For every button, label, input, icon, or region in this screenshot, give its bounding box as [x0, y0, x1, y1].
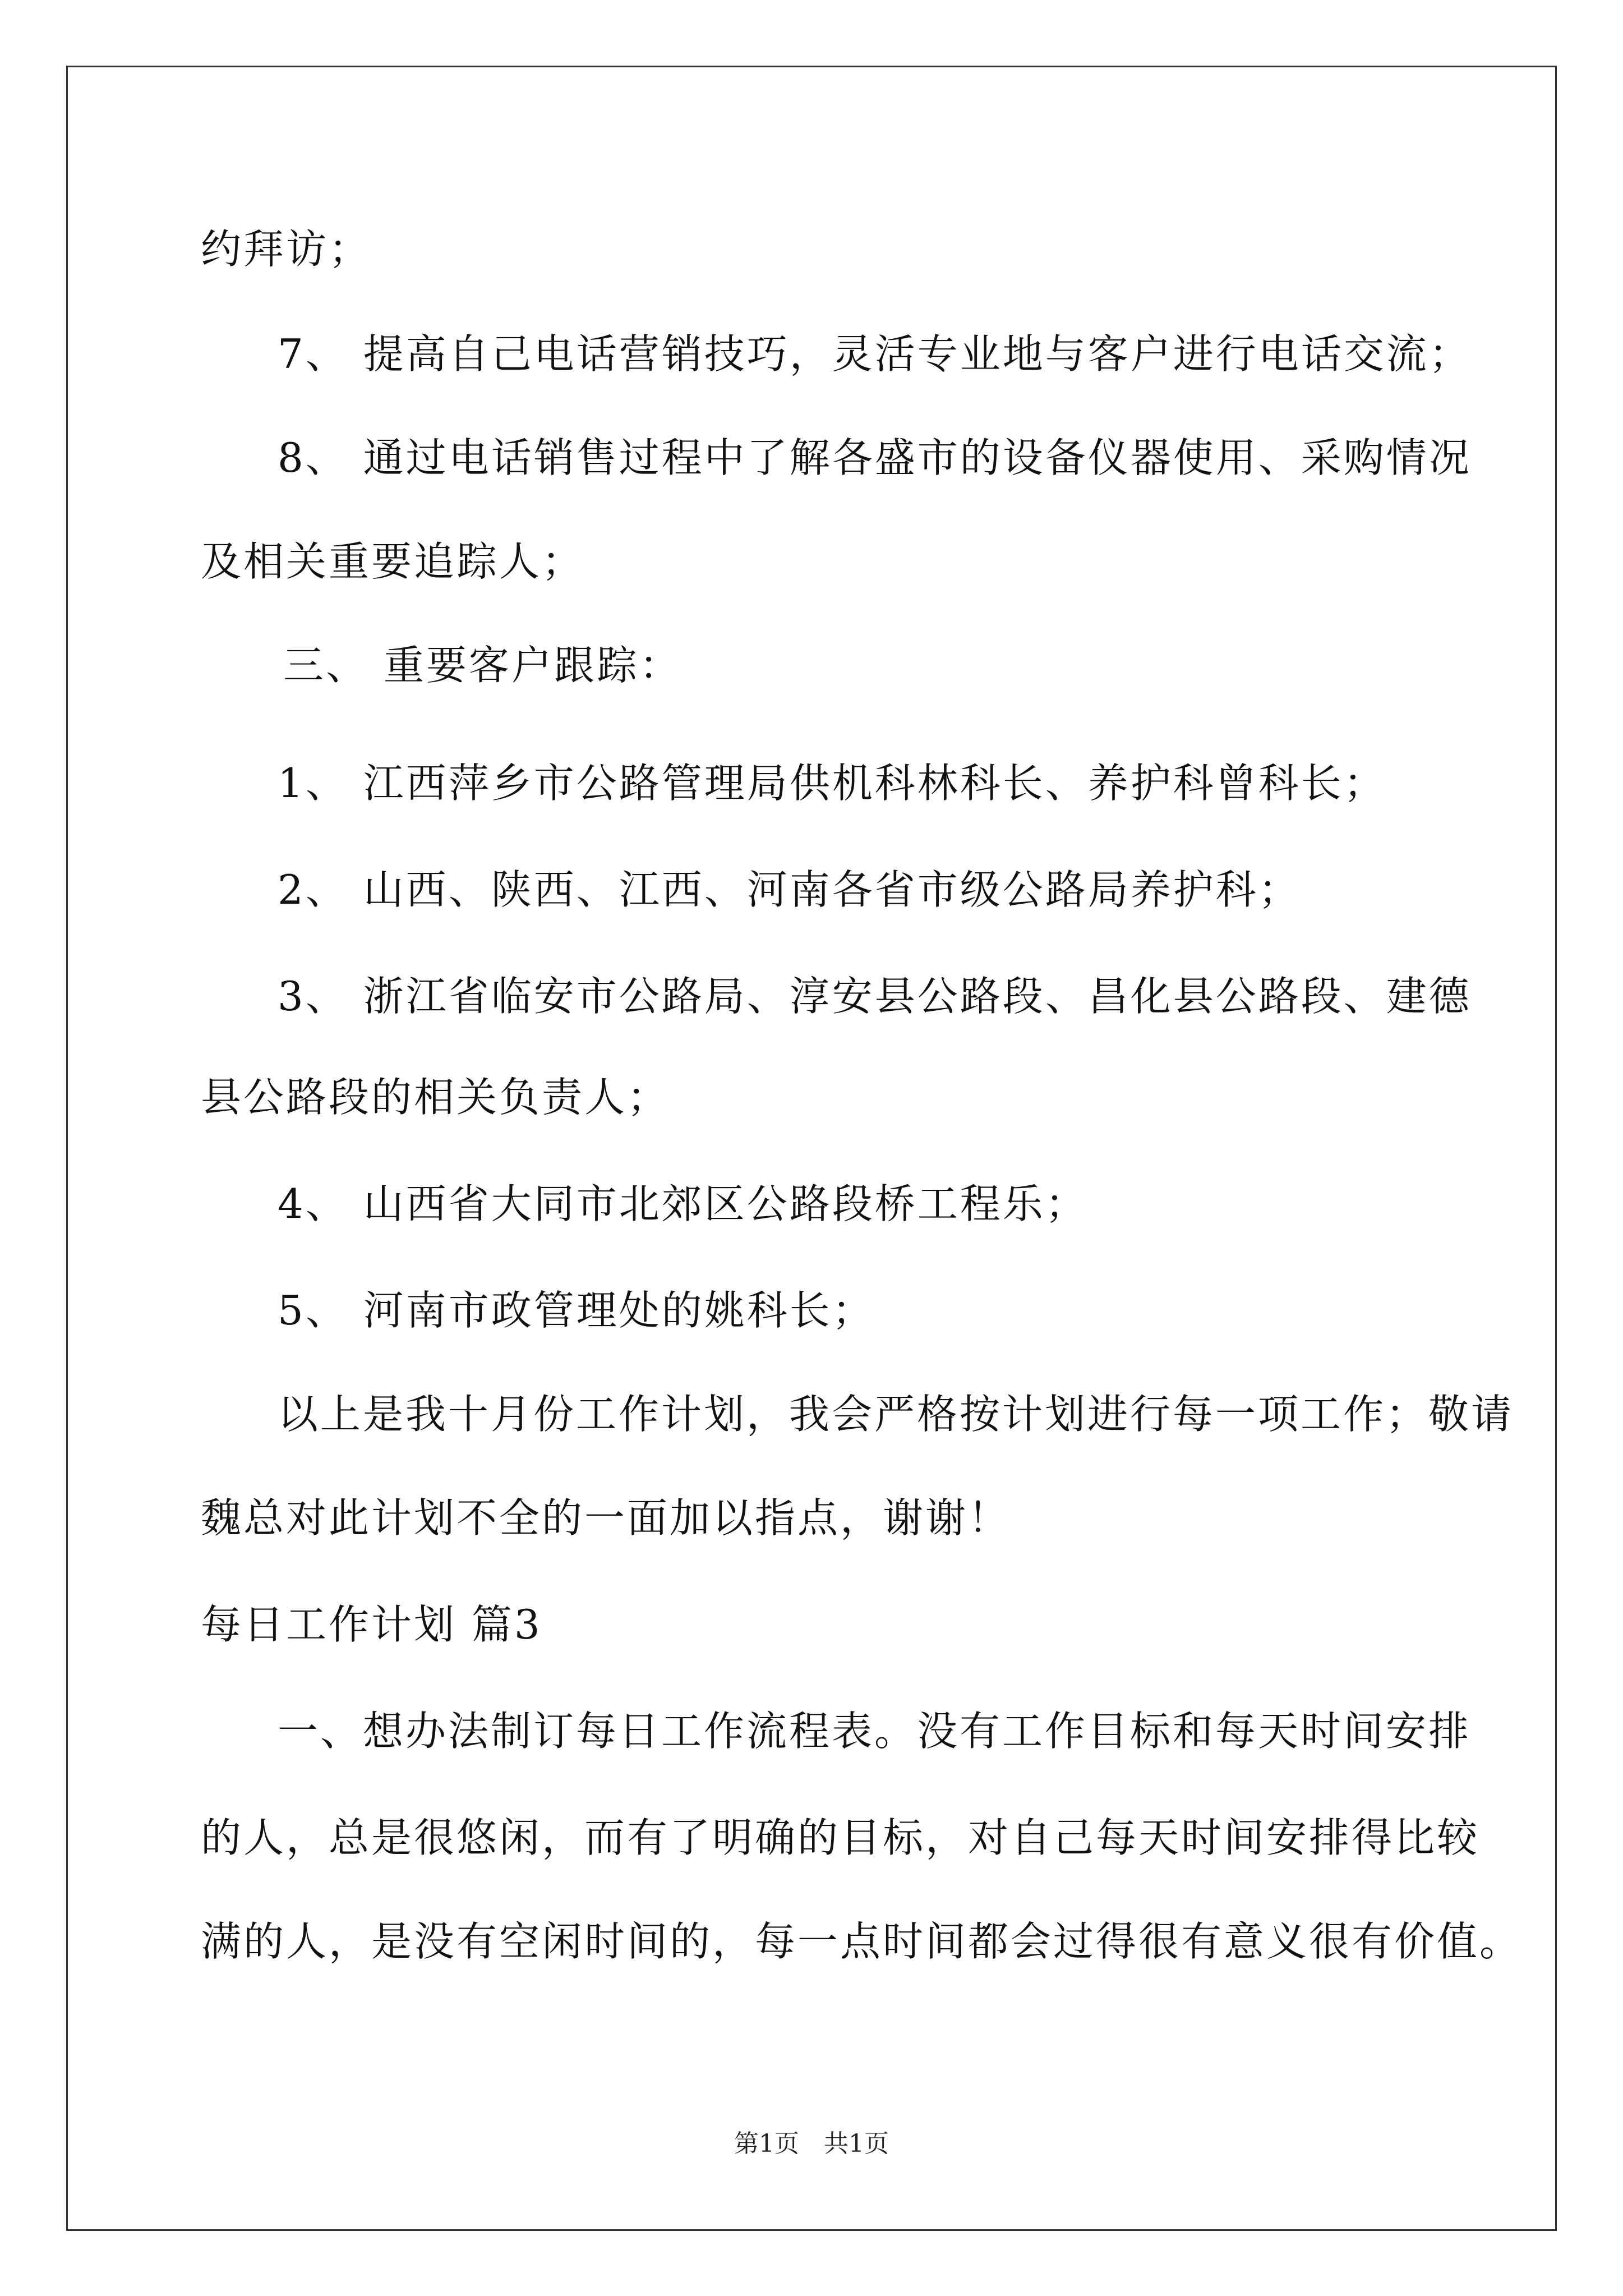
section-title: 每日工作计划 篇3 [201, 1601, 542, 1648]
paragraph-line: 约拜访； [201, 226, 372, 273]
page-border [66, 66, 1557, 2231]
list-item: 2、 山西、陕西、江西、河南各省市级公路局养护科； [278, 866, 1301, 913]
list-item: 7、 提高自己电话营销技巧，灵活专业地与客户进行电话交流； [278, 330, 1472, 378]
list-item: 5、 河南市政管理处的姚科长； [278, 1287, 875, 1334]
paragraph-line: 一、想办法制订每日工作流程表。没有工作目标和每天时间安排 [278, 1708, 1472, 1755]
paragraph-line: 及相关重要追踪人； [201, 538, 585, 585]
paragraph-line: 满的人，是没有空闲时间的，每一点时间都会过得很有意义很有价值。 [201, 1918, 1523, 1965]
section-heading: 三、 重要客户跟踪： [283, 642, 682, 689]
list-item: 3、 浙江省临安市公路局、淳安县公路段、昌化县公路段、建德 [278, 973, 1472, 1020]
page-number-footer: 第1页 共1页 [734, 2129, 889, 2158]
paragraph-line: 县公路段的相关负责人； [201, 1074, 670, 1121]
paragraph-line: 魏总对此计划不全的一面加以指点，谢谢！ [201, 1494, 1011, 1542]
paragraph-line: 以上是我十月份工作计划，我会严格按计划进行每一项工作；敬请 [278, 1391, 1514, 1438]
list-item: 8、 通过电话销售过程中了解各盛市的设备仪器使用、采购情况 [278, 434, 1472, 481]
paragraph-line: 的人，总是很悠闲，而有了明确的目标，对自己每天时间安排得比较 [201, 1814, 1480, 1861]
list-item: 1、 江西萍乡市公路管理局供机科林科长、养护科曾科长； [278, 760, 1386, 807]
list-item: 4、 山西省大同市北郊区公路段桥工程乐； [278, 1180, 1088, 1227]
